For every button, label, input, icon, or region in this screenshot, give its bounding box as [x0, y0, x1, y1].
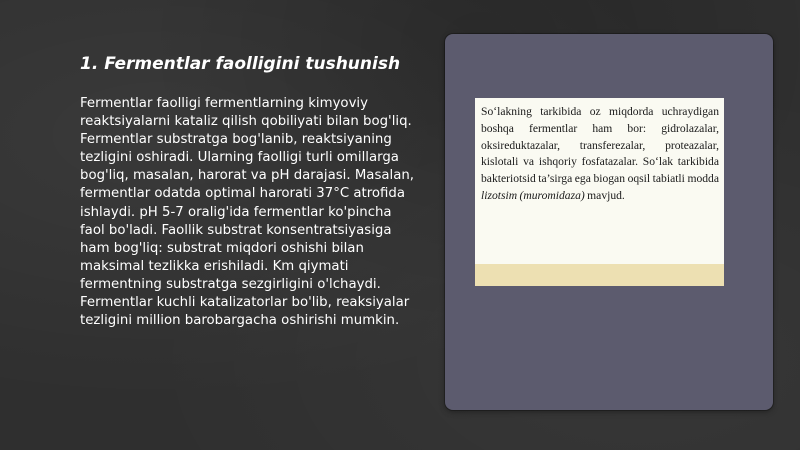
scanned-text-main: So‘lakning tarkibida oz miqdorda uchraydigan boshqa fermentlar ham bor: gidrolazalar, oksireduktazalar, transferezalar, proteazalar, kislotali va ishqoriy fosfatazalar. So‘lak tarkibida bakteriotsid ta’sirga ega biogan oqsil tabiatli modda [481, 105, 719, 186]
scanned-text-italic-term: lizotsim (muromidaza) [481, 188, 585, 202]
scanned-text-end: mavjud. [587, 188, 625, 202]
scanned-text-image [475, 98, 724, 286]
slide-title: 1. Fermentlar faolligini tushunish [80, 54, 401, 74]
scan-highlight-strip [475, 264, 724, 286]
slide-body-text: Fermentlar faolligi fermentlarning kimyoviy reaktsiyalarni kataliz qilish qobiliyati bilan bog'liq. Fermentlar substratga bog'lanib, reaktsiyaning tezligini oshiradi. Ularning faolligi turli omillarga bog'liq, masalan, harorat va pH darajasi. Masalan, fermentlar odatda optimal harorati 37°C atrofida ishlaydi. pH 5-7 oralig'ida fermentlar ko'pincha faol bo'ladi. Faollik substrat konsentratsiyasiga ham bog'liq: substrat miqdori oshishi bilan maksimal tezlikka erishiladi. Km qiymati fermentning substratga sezgirligini o'lchaydi. Fermentlar kuchli katalizatorlar bo'lib, reaksiyalar tezligini million barobargacha oshirishi mumkin. [80, 96, 415, 329]
scanned-text [475, 98, 724, 205]
